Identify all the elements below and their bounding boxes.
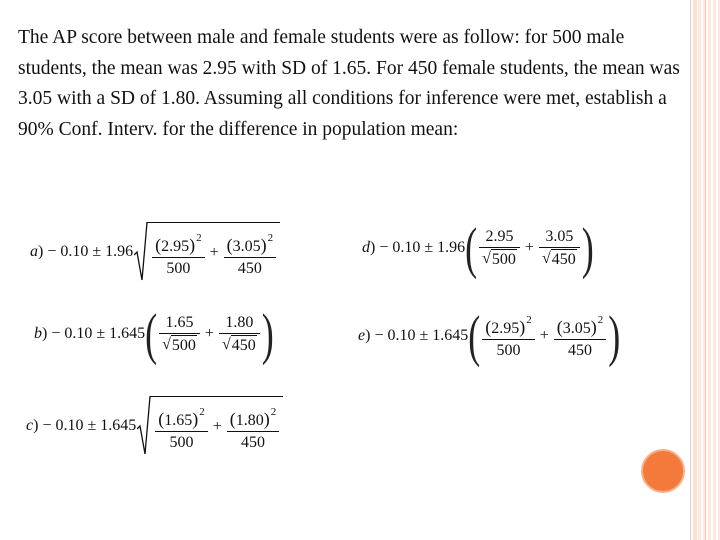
square-root: $\frac{(2.95)^2}{500}$ + $\frac{(3.05)^2}{450}$	[134, 222, 280, 282]
fraction: $\frac{(2.95)^2}{500}$	[152, 228, 205, 279]
choice-letter: c	[26, 417, 34, 434]
choice-letter: d	[362, 238, 370, 256]
square-root: $\frac{(1.65)^2}{500}$ + $\frac{(1.80)^2}{450}$	[137, 396, 283, 456]
choice-d: d ) − 0.10 ± 1.96 ( 2.95 √ 500 + 3.05 √ 450 )	[362, 215, 594, 280]
choice-b: b ) − 0.10 ± 1.645 ( 1.65 √ 500 + 1.80 √ 450 )	[34, 301, 274, 366]
choice-a	[30, 222, 280, 282]
fraction: $\frac{(1.80)^2}{450}$	[227, 402, 280, 453]
border-stripe	[705, 0, 706, 540]
choice-prefix: ) − 0.10 ± 1.645	[33, 417, 137, 434]
question-text: The AP score between male and female students were as follow: for 500 male students, the mean was 2.95 with SD of 1.65. For 450 female students, the mean was 3.05 with a SD of 1.80. Assuming all conditions for inference were met, establish a 90% Conf. Interv. for the difference in population mean:	[18, 27, 680, 140]
choice-c	[26, 396, 283, 456]
fraction: 2.95 √ 500	[479, 226, 520, 269]
choice-letter: b	[34, 324, 42, 342]
fraction: 1.65 √ 500	[159, 312, 200, 355]
choice-prefix: ) − 0.10 ± 1.96	[38, 243, 134, 260]
fraction: $\frac{(3.05)^2}{450}$	[554, 310, 607, 361]
fraction: $\frac{(3.05)^2}{450}$	[224, 228, 277, 279]
fraction: $\frac{(2.95)^2}{500}$	[482, 310, 535, 361]
choice-prefix: ) − 0.10 ± 1.96	[370, 238, 466, 256]
choice-letter: e	[358, 326, 366, 344]
choice-prefix: ) − 0.10 ± 1.645	[365, 326, 469, 344]
fraction: 1.80 √ 450	[219, 312, 260, 355]
choice-prefix: ) − 0.10 ± 1.645	[42, 324, 146, 342]
choice-letter: a	[30, 243, 38, 260]
choice-e: e ) − 0.10 ± 1.645 ( $\frac{(2.95)^2}{500}$ + $\frac{(3.05)^2}{450}$ )	[358, 303, 621, 368]
decorative-circle	[641, 449, 685, 493]
border-stripe	[693, 0, 697, 540]
border-stripe	[690, 0, 691, 540]
border-stripe	[698, 0, 720, 540]
fraction: 3.05 √ 450	[539, 226, 580, 269]
fraction: $\frac{(1.65)^2}{500}$	[155, 402, 208, 453]
